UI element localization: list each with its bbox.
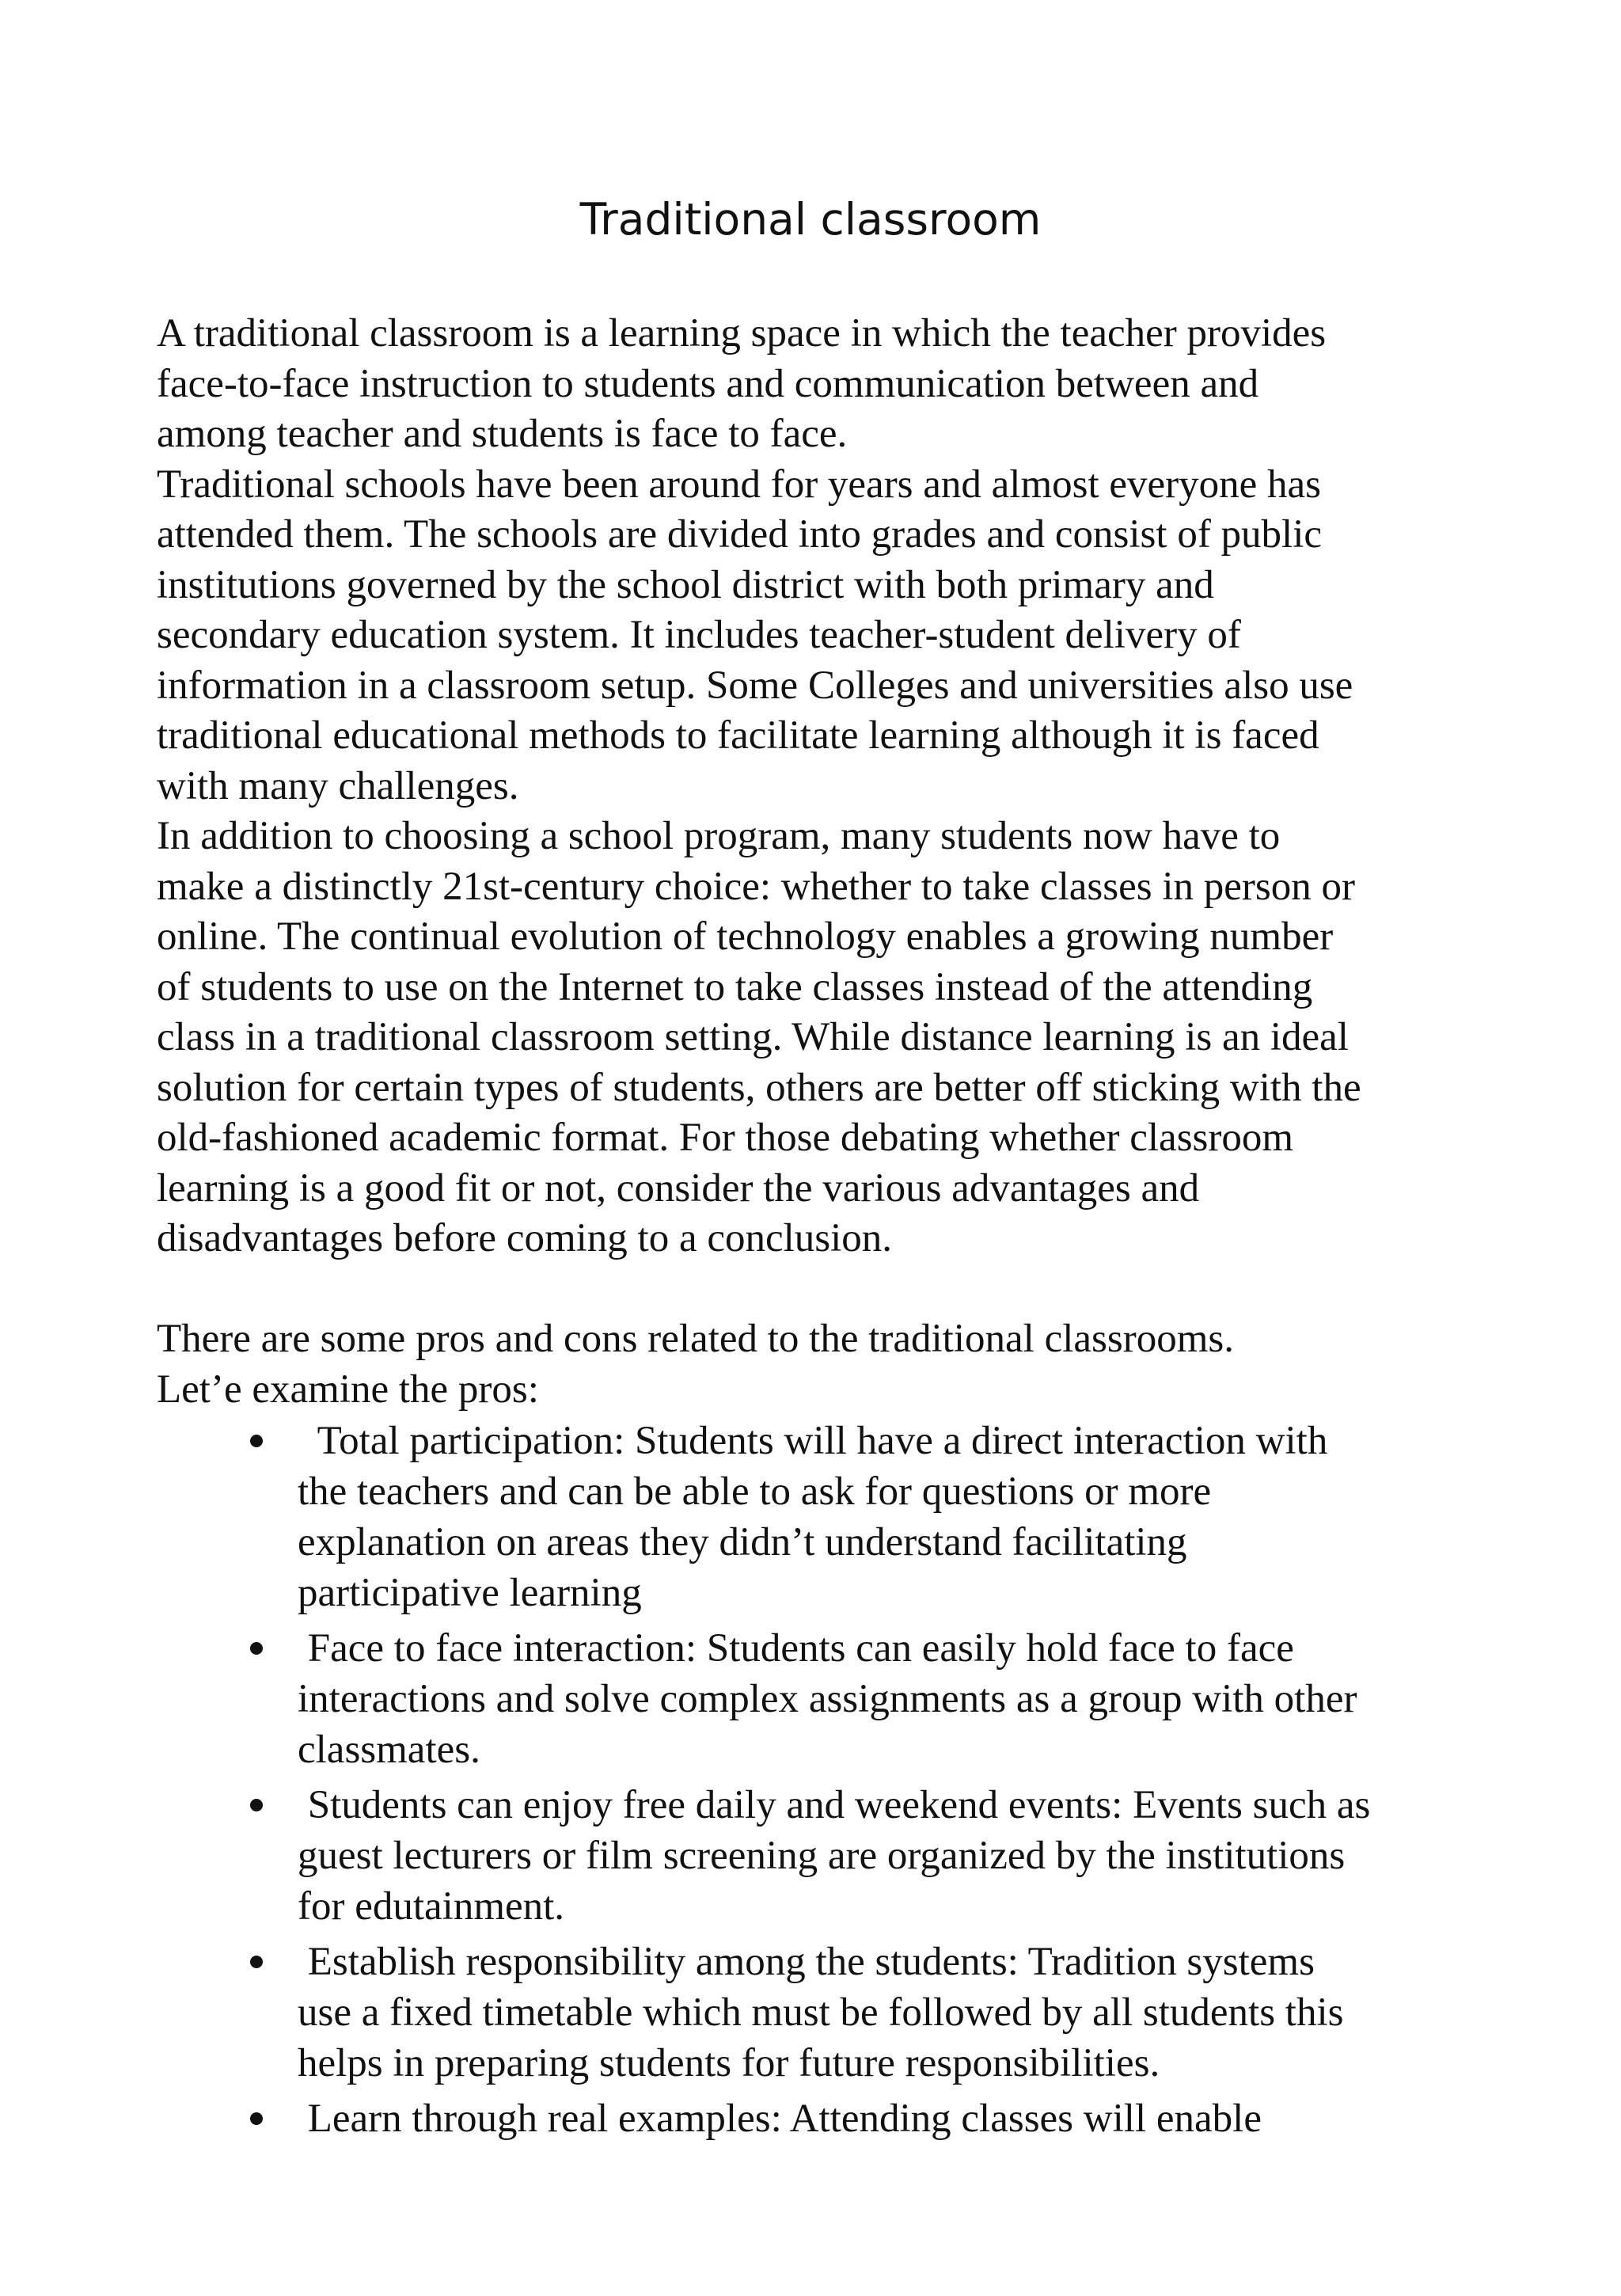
text-line: guest lecturers or film screening are organized by the institutions [298,1834,1346,1878]
text-line: traditional educational methods to facilitate learning although it is faced [157,713,1319,758]
text-line: Students can enjoy free daily and weekend events: Events such as [298,1783,1371,1827]
text-line: Traditional schools have been around for years and almost everyone has [157,462,1322,507]
list-item [157,1623,1518,1775]
paragraph-history [157,460,1518,812]
paragraph-choice [157,812,1518,1264]
bullet-icon [250,1956,263,1968]
page-title: Traditional classroom [579,194,1042,245]
list-item [157,1937,1518,2089]
text-line: There are some pros and cons related to the traditional classrooms. [157,1317,1234,1361]
text-line: the teachers and can be able to ask for questions or more [298,1469,1212,1514]
text-line: helps in preparing students for future responsibilities. [298,2041,1160,2085]
text-line: attended them. The schools are divided into grades and consist of public [157,512,1323,557]
text-line: In addition to choosing a school program, many students now have to [157,814,1281,858]
paragraph-spacer [157,1264,1518,1315]
text-line: learning is a good fit or not, consider the various advantages and [157,1165,1200,1211]
text-line: institutions governed by the school district with both primary and [157,562,1214,607]
text-line: of students to use on the Internet to take classes instead of the attending [157,964,1313,1009]
bullet-icon [250,1435,263,1447]
text-line: A traditional classroom is a learning space in which the teacher provides [157,311,1327,355]
text-line: make a distinctly 21st-century choice: whether to take classes in person or [157,864,1355,909]
list-item [157,1780,1518,1932]
bullet-icon [250,1799,263,1811]
text-line: face-to-face instruction to students and communication between and [157,361,1259,406]
paragraph-definition [157,309,1518,460]
text-line: information in a classroom setup. Some Colleges and universities also use [157,663,1353,708]
text-line: solution for certain types of students, others are better off sticking with the [157,1065,1361,1110]
text-line: Establish responsibility among the students: Tradition systems [298,1940,1315,1984]
text-line: disadvantages before coming to a conclusion. [157,1216,893,1260]
text-line: interactions and solve complex assignments as a group with other [298,1677,1357,1721]
text-line: participative learning [298,1571,642,1615]
text-line: online. The continual evolution of technology enables a growing number [157,914,1334,959]
text-line: class in a traditional classroom setting. While distance learning is an ideal [157,1015,1349,1059]
text-line: classmates. [298,1728,480,1772]
text-line: with many challenges. [157,763,519,808]
text-line: among teacher and students is face to face. [157,412,848,456]
list-item [157,2093,1518,2144]
document-body [157,309,1518,1415]
pros-list [157,1416,1518,2149]
paragraph-pros-intro [157,1314,1518,1415]
text-line: Total participation: Students will have a direct interaction with [298,1419,1328,1463]
text-line: use a fixed timetable which must be followed by all students this [298,1990,1344,2035]
list-item [157,1416,1518,1618]
text-line: explanation on areas they didn’t understand facilitating [298,1520,1187,1564]
text-line: Let’e examine the pros: [157,1367,539,1412]
bullet-icon [250,2112,263,2125]
text-line: old-fashioned academic format. For those debating whether classroom [157,1116,1294,1160]
text-line: Face to face interaction: Students can easily hold face to face [298,1626,1294,1671]
text-line: Learn through real examples: Attending classes will enable [298,2096,1262,2141]
text-line: secondary education system. It includes teacher-student delivery of [157,613,1241,657]
text-line: for edutainment. [298,1884,565,1929]
bullet-icon [250,1642,263,1655]
